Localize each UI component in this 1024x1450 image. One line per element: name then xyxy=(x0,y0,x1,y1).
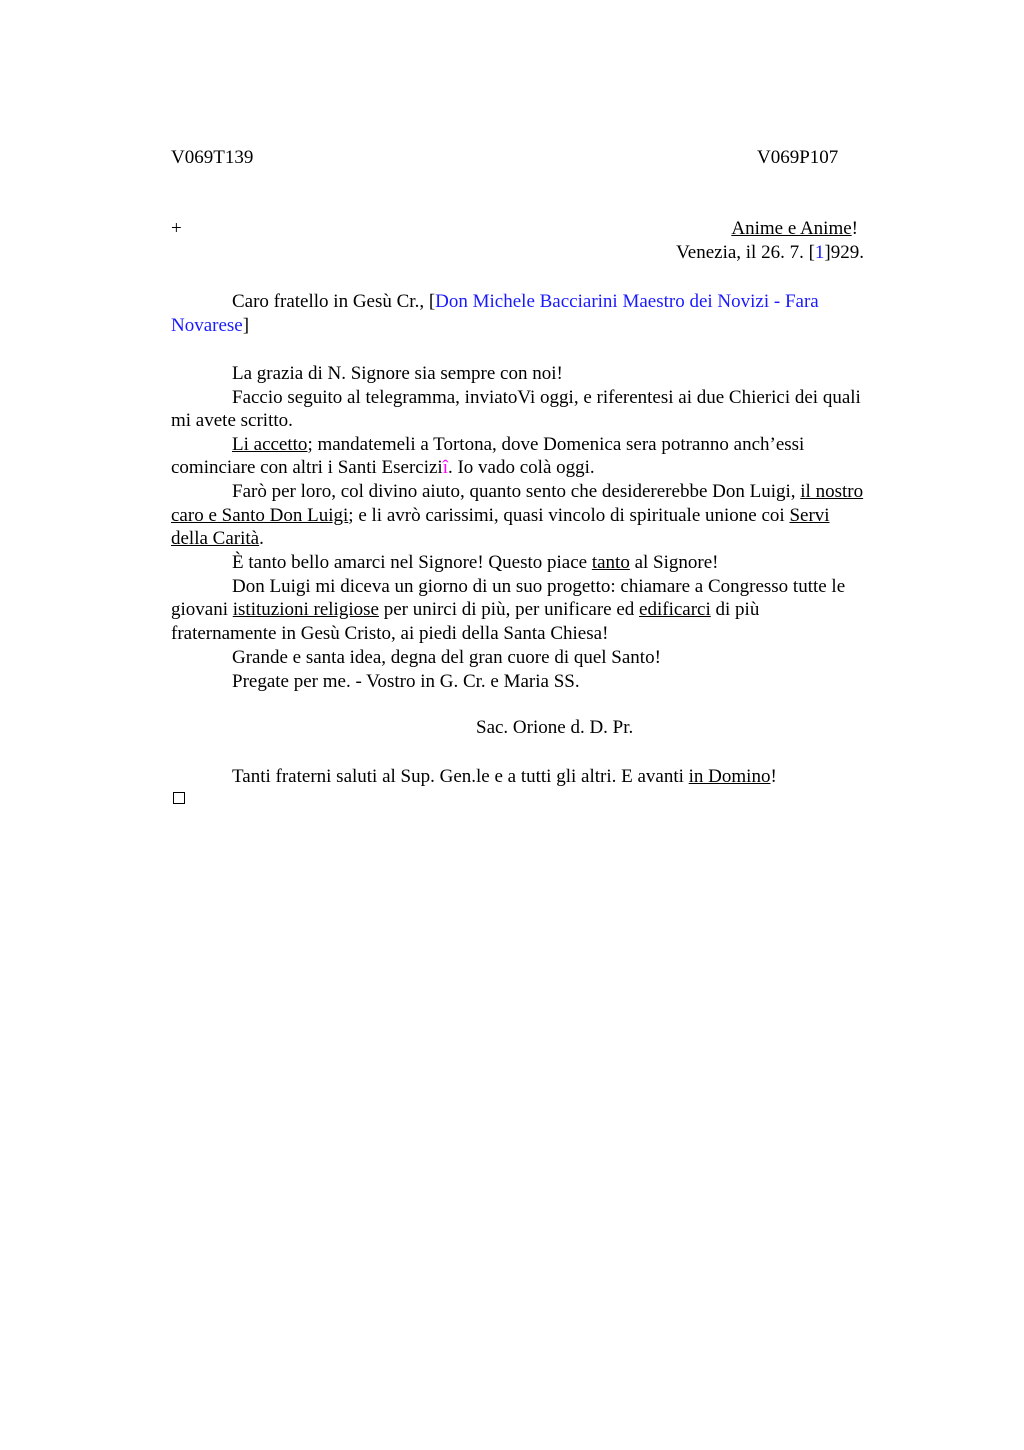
body-line: La grazia di N. Signore sia sempre con noi! xyxy=(232,363,563,384)
body-line: mi avete scritto. xyxy=(171,410,293,431)
underlined-phrase: tanto xyxy=(591,552,630,573)
underlined-phrase: istituzioni religiose xyxy=(232,599,379,620)
body-line xyxy=(171,456,595,480)
underlined-phrase: caro e Santo Don Luigi xyxy=(171,505,349,526)
body-line xyxy=(171,598,759,622)
postscript xyxy=(232,765,777,789)
body-line: Faccio seguito al telegramma, inviatoVi oggi, e riferentesi ai due Chierici dei quali xyxy=(232,387,861,408)
postscript-end: ! xyxy=(770,766,777,787)
motto-text: Anime e Anime xyxy=(731,218,852,239)
body-line: fraternamente in Gesù Cristo, ai piedi della Santa Chiesa! xyxy=(171,623,609,644)
body-text: . xyxy=(259,528,264,549)
body-line: Don Luigi mi diceva un giorno di un suo progetto: chiamare a Congresso tutte le xyxy=(232,576,846,597)
motto-end: ! xyxy=(851,218,858,239)
underlined-phrase: il nostro xyxy=(800,481,864,502)
body-line xyxy=(232,433,804,457)
body-text: al Signore! xyxy=(629,552,719,573)
letter-date xyxy=(676,242,864,264)
underlined-phrase: edificarci xyxy=(639,599,711,620)
date-suffix: ]929. xyxy=(824,242,864,263)
body-line: Grande e santa idea, degna del gran cuore di quel Santo! xyxy=(232,647,661,668)
recipient-note-cont: Novarese xyxy=(171,315,243,336)
end-of-text-box-icon xyxy=(173,792,185,804)
signature: Sac. Orione d. D. Pr. xyxy=(476,717,634,738)
salutation-close: ] xyxy=(242,315,250,336)
postscript-text: Tanti fraterni saluti al Sup. Gen.le e a tutti gli altri. E avanti xyxy=(232,766,689,787)
date-prefix: Venezia, il 26. 7. [ xyxy=(676,242,815,263)
underlined-phrase: Li accetto xyxy=(232,434,308,455)
editorial-mark: î xyxy=(442,457,448,478)
salutation-text: Caro fratello in Gesù Cr., [ xyxy=(232,291,436,312)
salutation-line-2 xyxy=(171,314,249,338)
motto xyxy=(731,218,858,240)
body-text: cominciare con altri i Santi Esercizi xyxy=(171,457,443,478)
cross-mark: + xyxy=(171,218,182,239)
body-line: Pregate per me. - Vostro in G. Cr. e Maria SS. xyxy=(232,671,580,692)
body-text: Farò per loro, col divino aiuto, quanto sento che desidererebbe Don Luigi, xyxy=(232,481,801,502)
body-text: per unirci di più, per unificare ed xyxy=(378,599,640,620)
recipient-note: Don Michele Bacciarini Maestro dei Novizi - Fara xyxy=(435,291,819,312)
document-code-left: V069T139 xyxy=(171,147,254,168)
date-editorial-digit: 1 xyxy=(814,242,825,263)
body-line xyxy=(171,527,264,551)
body-text: ; e li avrò carissimi, quasi vincolo di spirituale unione coi xyxy=(348,505,790,526)
body-text: giovani xyxy=(171,599,233,620)
document-code-right: V069P107 xyxy=(757,147,839,168)
body-text: di più xyxy=(710,599,760,620)
body-text: . Io vado colà oggi. xyxy=(447,457,595,478)
body-line xyxy=(232,480,863,504)
salutation-line-1 xyxy=(232,290,819,314)
underlined-phrase: in Domino xyxy=(688,766,771,787)
body-line xyxy=(171,504,830,528)
body-text: ; mandatemeli a Tortona, dove Domenica sera potranno anch’essi xyxy=(307,434,805,455)
underlined-phrase: della Carità xyxy=(171,528,260,549)
body-text: È tanto bello amarci nel Signore! Questo piace xyxy=(232,552,592,573)
underlined-phrase: Servi xyxy=(789,505,830,526)
body-line xyxy=(232,551,718,575)
